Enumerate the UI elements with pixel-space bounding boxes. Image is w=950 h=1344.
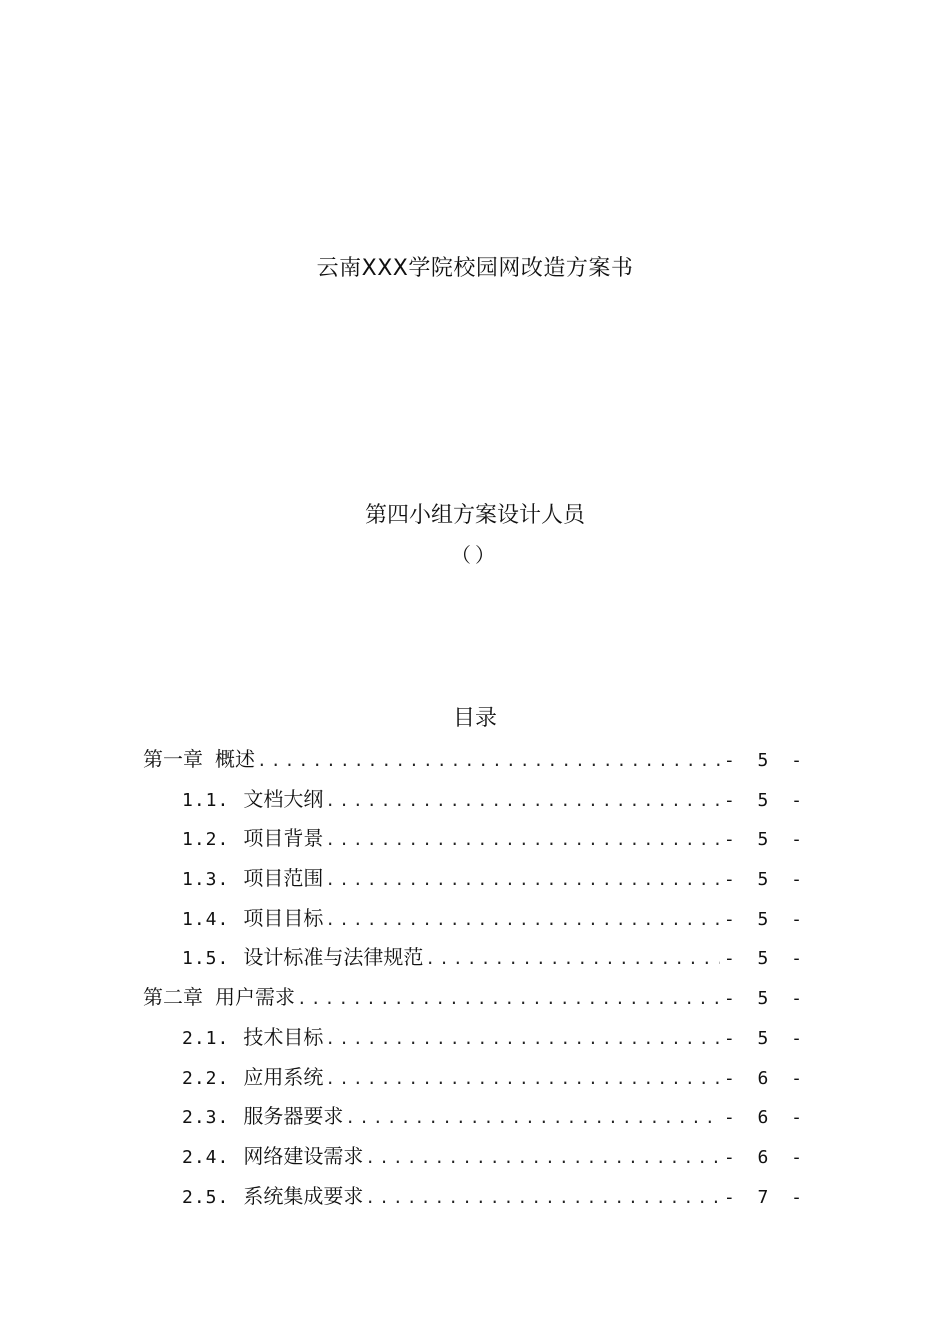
toc-entry-page: - 5 -: [723, 1027, 808, 1049]
toc-entry-text: 文档大纲: [243, 786, 324, 811]
toc-entry-page: - 6 -: [723, 1107, 808, 1129]
toc-entry-text: 用户需求: [215, 985, 295, 1010]
toc-entry-text: 服务器要求: [243, 1104, 344, 1129]
toc-entry-number: 2.5.: [182, 1186, 230, 1208]
toc-entry-number: 1.3.: [182, 869, 230, 891]
toc-leader-dots: [325, 870, 719, 889]
toc-leader-dots: [325, 830, 719, 849]
toc-entry-number: 2.2.: [182, 1067, 230, 1089]
toc-entry-page: - 5 -: [723, 869, 808, 891]
toc-entry-page: - 5 -: [723, 789, 808, 811]
toc-entry-1-5[interactable]: [143, 941, 808, 981]
toc-leader-dots: [325, 910, 719, 929]
toc-entry-text: 应用系统: [243, 1064, 324, 1089]
toc-leader-dots: [345, 1108, 719, 1127]
toc-entry-2-5[interactable]: [143, 1180, 808, 1220]
toc-entry-1-2[interactable]: [143, 822, 808, 862]
toc-entry-number: 1.5.: [182, 948, 230, 970]
toc-entry-page: - 7 -: [723, 1186, 808, 1208]
toc-leader-dots: [325, 1029, 719, 1048]
toc-entry-text: 设计标准与法律规范: [243, 945, 424, 970]
group-members-placeholder: （）: [451, 543, 499, 567]
toc-entry-2-3[interactable]: [143, 1100, 808, 1140]
toc-entry-1-1[interactable]: [143, 783, 808, 823]
toc-entry-page: - 5 -: [723, 908, 808, 930]
table-of-contents: [143, 743, 808, 1219]
toc-leader-dots: [325, 791, 719, 810]
toc-entry-chapter-2[interactable]: [143, 981, 808, 1021]
toc-entry-chapter-1[interactable]: [143, 743, 808, 783]
document-title: 云南XXX学院校园网改造方案书: [316, 256, 634, 281]
toc-entry-page: - 5 -: [723, 948, 808, 970]
toc-entry-page: - 5 -: [723, 829, 808, 851]
toc-entry-number: 2.3.: [182, 1107, 230, 1129]
toc-entry-number: 2.1.: [182, 1027, 230, 1049]
toc-leader-dots: [365, 1188, 719, 1207]
toc-entry-number: 1.4.: [182, 908, 230, 930]
toc-entry-page: - 5 -: [723, 988, 808, 1010]
toc-entry-2-1[interactable]: [143, 1021, 808, 1061]
group-title: 第四小组方案设计人员: [364, 503, 585, 528]
toc-entry-text: 网络建设需求: [243, 1143, 364, 1168]
toc-entry-page: - 6 -: [723, 1146, 808, 1168]
toc-leader-dots: [297, 989, 720, 1008]
toc-entry-2-4[interactable]: [143, 1140, 808, 1180]
toc-entry-1-3[interactable]: [143, 862, 808, 902]
toc-entry-2-2[interactable]: [143, 1061, 808, 1101]
toc-leader-dots: [425, 949, 719, 968]
toc-entry-page: - 6 -: [723, 1067, 808, 1089]
toc-entry-number: 2.4.: [182, 1146, 230, 1168]
toc-entry-1-4[interactable]: [143, 902, 808, 942]
toc-leader-dots: [257, 751, 720, 770]
toc-entry-number: 1.1.: [182, 789, 230, 811]
toc-leader-dots: [365, 1148, 719, 1167]
toc-entry-text: 项目目标: [243, 905, 324, 930]
toc-leader-dots: [325, 1069, 719, 1088]
toc-entry-text: 概述: [215, 747, 255, 771]
toc-entry-text: 项目范围: [243, 866, 324, 891]
toc-entry-text: 系统集成要求: [243, 1183, 364, 1208]
toc-entry-number: 第一章: [143, 747, 203, 771]
toc-entry-page: - 5 -: [723, 750, 808, 771]
toc-heading: 目录: [452, 706, 497, 731]
toc-entry-text: 项目背景: [243, 826, 324, 851]
toc-entry-text: 技术目标: [243, 1024, 324, 1049]
toc-entry-number: 1.2.: [182, 829, 230, 851]
toc-entry-number: 第二章: [143, 985, 203, 1010]
